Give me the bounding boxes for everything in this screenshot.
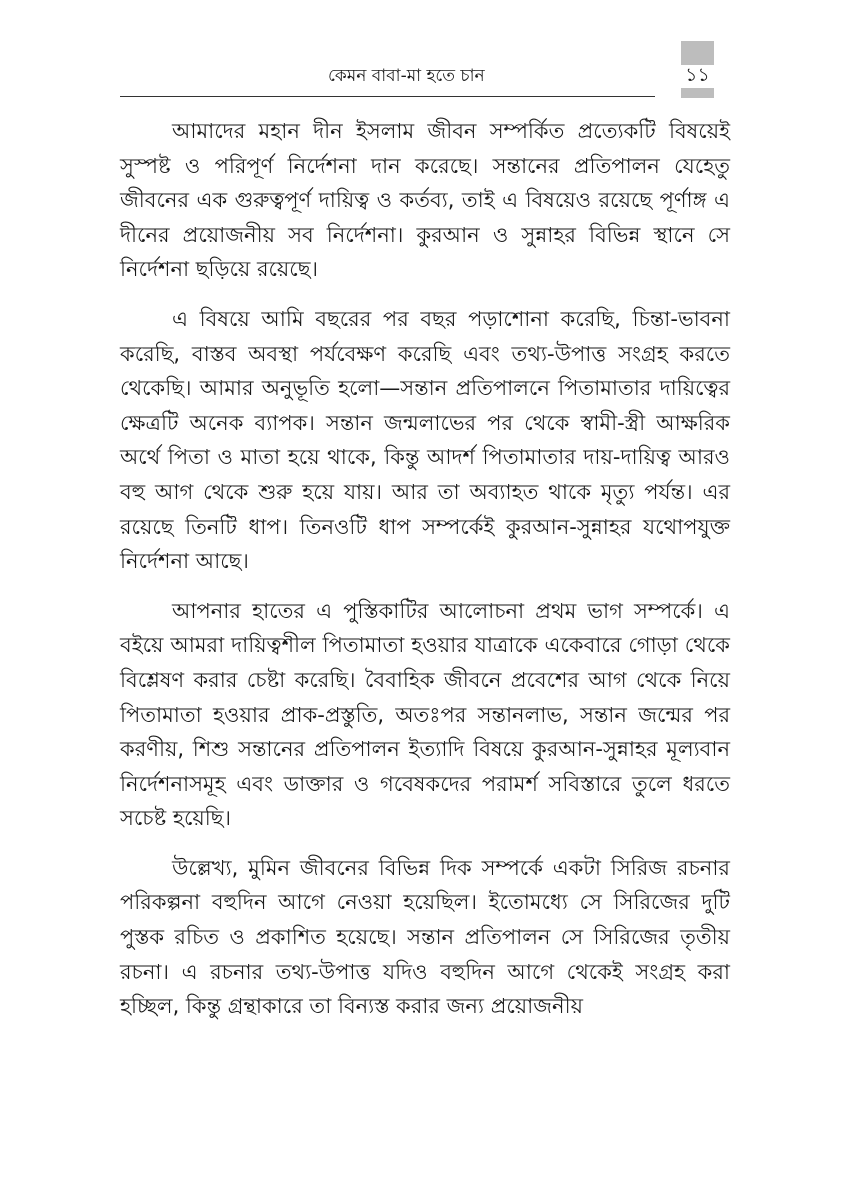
paragraph-3: আপনার হাতের এ পুস্তিকাটির আলোচনা প্রথম ভাগ সম্পর্কে। এ বইয়ে আমরা দায়িত্বশীল পিতামাতা হওয়ার যাত্রাকে একেবারে গোড়া থেকে বিশ্লেষণ করার চেষ্টা করেছি। বৈবাহিক জীবনে প্রবেশের আগ থেকে নিয়ে পিতামাতা হওয়ার প্রাক-প্রস্তুতি, অতঃপর সন্তানলাভ, সন্তান জন্মের পর করণীয়, শিশু সন্তানের প্রতিপালন ইত্যাদি বিষয়ে কুরআন-সুন্নাহর মূল্যবান নির্দেশনাসমূহ এবং ডাক্তার ও গবেষকদের পরামর্শ সবিস্তারে তুলে ধরতে সচেষ্ট হয়েছি। bbox=[120, 598, 730, 831]
paragraph-1: আমাদের মহান দীন ইসলাম জীবন সম্পর্কিত প্রত্যেকটি বিষয়েই সুস্পষ্ট ও পরিপূর্ণ নির্দেশনা দান করেছে। সন্তানের প্রতিপালন যেহেতু জীবনের এক গুরুত্বপূর্ণ দায়িত্ব ও কর্তব্য, তাই এ বিষয়েও রয়েছে পূর্ণাঙ্গ এ দীনের প্রয়োজনীয় সব নির্দেশনা। কুরআন ও সুন্নাহর বিভিন্ন স্থানে সে নির্দেশনা ছড়িয়ে রয়েছে। bbox=[120, 119, 730, 282]
page-tab-marker-top bbox=[681, 41, 714, 65]
paragraph-2: এ বিষয়ে আমি বছরের পর বছর পড়াশোনা করেছি, চিন্তা-ভাবনা করেছি, বাস্তব অবস্থা পর্যবেক্ষণ করেছি এবং তথ্য-উপাত্ত সংগ্রহ করতে থেকেছি। আমার অনুভূতি হলো—সন্তান প্রতিপালনে পিতামাতার দায়িত্বের ক্ষেত্রটি অনেক ব্যাপক। সন্তান জন্মলাভের পর থেকে স্বামী-স্ত্রী আক্ষরিক অর্থে পিতা ও মাতা হয়ে থাকে, কিন্তু আদর্শ পিতামাতার দায়-দায়িত্ব আরও বহু আগ থেকে শুরু হয়ে যায়। আর তা অব্যাহত থাকে মৃত্যু পর্যন্ত। এর রয়েছে তিনটি ধাপ। তিনওটি ধাপ সম্পর্কেই কুরআন-সুন্নাহর যথোপযুক্ত নির্দেশনা আছে। bbox=[120, 306, 730, 574]
body-text bbox=[120, 114, 730, 1039]
page-number: ১১ bbox=[685, 64, 710, 86]
page-tab-marker-bottom bbox=[681, 88, 714, 98]
paragraph-4: উল্লেখ্য, মুমিন জীবনের বিভিন্ন দিক সম্পর্কে একটা সিরিজ রচনার পরিকল্পনা বহুদিন আগে নেওয়া হয়েছিল। ইতোমধ্যে সে সিরিজের দুটি পুস্তক রচিত ও প্রকাশিত হয়েছে। সন্তান প্রতিপালন সে সিরিজের তৃতীয় রচনা। এ রচনার তথ্য-উপাত্ত যদিও বহুদিন আগে থেকেই সংগ্রহ করা হচ্ছিল, কিন্তু গ্রন্থাকারে তা বিন্যস্ত করার জন্য প্রয়োজনীয় bbox=[120, 855, 730, 1019]
header-rule bbox=[120, 96, 655, 97]
running-header-title: কেমন বাবা-মা হতে চান bbox=[328, 66, 485, 86]
